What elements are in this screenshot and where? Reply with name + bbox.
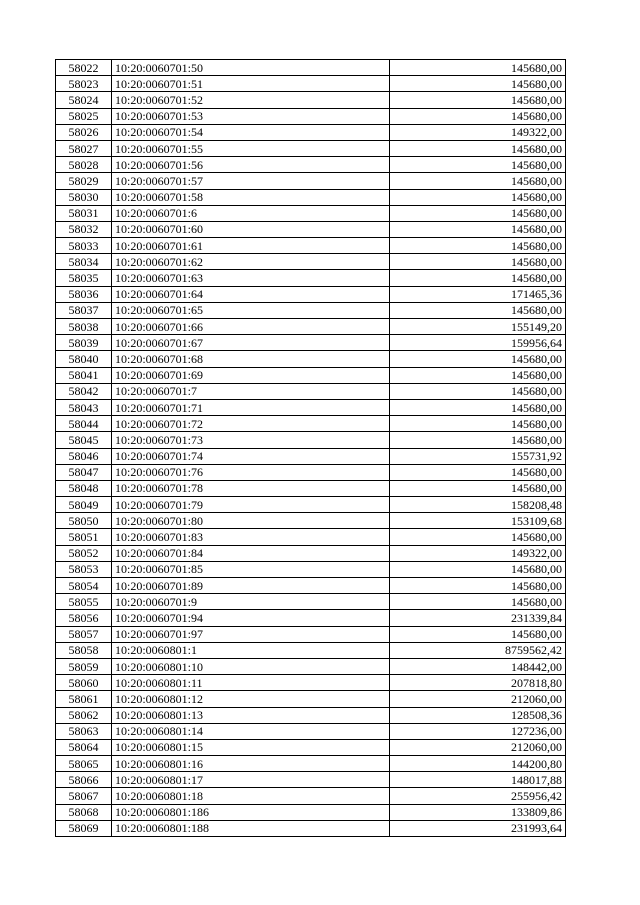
row-id-cell: 58025 <box>56 108 112 124</box>
row-id-cell: 58052 <box>56 545 112 561</box>
row-id-cell: 58026 <box>56 124 112 140</box>
value-cell: 148017,88 <box>390 772 566 788</box>
row-id-cell: 58046 <box>56 448 112 464</box>
value-cell: 133809,86 <box>390 804 566 820</box>
row-id-cell: 58032 <box>56 221 112 237</box>
table-row <box>56 221 566 237</box>
value-cell: 153109,68 <box>390 513 566 529</box>
table-row <box>56 432 566 448</box>
cadastral-number-cell: 10:20:0060801:11 <box>112 675 390 691</box>
table-row <box>56 642 566 658</box>
row-id-cell: 58055 <box>56 594 112 610</box>
row-id-cell: 58051 <box>56 529 112 545</box>
cadastral-number-cell: 10:20:0060801:17 <box>112 772 390 788</box>
value-cell: 145680,00 <box>390 221 566 237</box>
row-id-cell: 58041 <box>56 367 112 383</box>
cadastral-number-cell: 10:20:0060701:71 <box>112 399 390 415</box>
value-cell: 145680,00 <box>390 529 566 545</box>
cadastral-number-cell: 10:20:0060701:97 <box>112 626 390 642</box>
value-cell: 145680,00 <box>390 108 566 124</box>
cadastral-number-cell: 10:20:0060701:64 <box>112 286 390 302</box>
row-id-cell: 58024 <box>56 92 112 108</box>
value-cell: 212060,00 <box>390 739 566 755</box>
table-row <box>56 820 566 836</box>
table-row <box>56 772 566 788</box>
table-row <box>56 691 566 707</box>
table-row <box>56 529 566 545</box>
table-row <box>56 189 566 205</box>
value-cell: 145680,00 <box>390 480 566 496</box>
cadastral-number-cell: 10:20:0060701:76 <box>112 464 390 480</box>
cadastral-number-cell: 10:20:0060701:62 <box>112 254 390 270</box>
row-id-cell: 58038 <box>56 319 112 335</box>
table-row <box>56 238 566 254</box>
row-id-cell: 58066 <box>56 772 112 788</box>
cadastral-number-cell: 10:20:0060701:54 <box>112 124 390 140</box>
value-cell: 145680,00 <box>390 254 566 270</box>
cadastral-number-cell: 10:20:0060701:69 <box>112 367 390 383</box>
cadastral-number-cell: 10:20:0060801:13 <box>112 707 390 723</box>
table-body <box>56 60 566 837</box>
cadastral-number-cell: 10:20:0060701:61 <box>112 238 390 254</box>
table-row <box>56 173 566 189</box>
row-id-cell: 58035 <box>56 270 112 286</box>
value-cell: 128508,36 <box>390 707 566 723</box>
cadastral-number-cell: 10:20:0060701:67 <box>112 335 390 351</box>
value-cell: 145680,00 <box>390 173 566 189</box>
row-id-cell: 58040 <box>56 351 112 367</box>
cadastral-value-table <box>55 59 566 837</box>
row-id-cell: 58039 <box>56 335 112 351</box>
cadastral-number-cell: 10:20:0060701:83 <box>112 529 390 545</box>
cadastral-number-cell: 10:20:0060701:60 <box>112 221 390 237</box>
row-id-cell: 58059 <box>56 658 112 674</box>
cadastral-number-cell: 10:20:0060701:66 <box>112 319 390 335</box>
table-row <box>56 513 566 529</box>
table-row <box>56 335 566 351</box>
row-id-cell: 58023 <box>56 76 112 92</box>
cadastral-number-cell: 10:20:0060801:186 <box>112 804 390 820</box>
value-cell: 145680,00 <box>390 351 566 367</box>
cadastral-number-cell: 10:20:0060801:12 <box>112 691 390 707</box>
value-cell: 145680,00 <box>390 432 566 448</box>
cadastral-number-cell: 10:20:0060701:55 <box>112 140 390 156</box>
row-id-cell: 58047 <box>56 464 112 480</box>
row-id-cell: 58053 <box>56 561 112 577</box>
table-row <box>56 76 566 92</box>
row-id-cell: 58028 <box>56 157 112 173</box>
row-id-cell: 58056 <box>56 610 112 626</box>
table-row <box>56 804 566 820</box>
value-cell: 145680,00 <box>390 92 566 108</box>
table-row <box>56 788 566 804</box>
value-cell: 155731,92 <box>390 448 566 464</box>
cadastral-number-cell: 10:20:0060701:7 <box>112 383 390 399</box>
cadastral-number-cell: 10:20:0060701:63 <box>112 270 390 286</box>
table-row <box>56 140 566 156</box>
table-row <box>56 707 566 723</box>
table-row <box>56 92 566 108</box>
cadastral-number-cell: 10:20:0060701:84 <box>112 545 390 561</box>
row-id-cell: 58034 <box>56 254 112 270</box>
table-row <box>56 108 566 124</box>
row-id-cell: 58054 <box>56 578 112 594</box>
cadastral-number-cell: 10:20:0060701:72 <box>112 416 390 432</box>
row-id-cell: 58063 <box>56 723 112 739</box>
cadastral-number-cell: 10:20:0060701:51 <box>112 76 390 92</box>
cadastral-number-cell: 10:20:0060701:65 <box>112 302 390 318</box>
cadastral-number-cell: 10:20:0060801:10 <box>112 658 390 674</box>
table-row <box>56 60 566 76</box>
value-cell: 145680,00 <box>390 140 566 156</box>
cadastral-number-cell: 10:20:0060801:14 <box>112 723 390 739</box>
row-id-cell: 58060 <box>56 675 112 691</box>
table-row <box>56 626 566 642</box>
value-cell: 145680,00 <box>390 383 566 399</box>
row-id-cell: 58042 <box>56 383 112 399</box>
row-id-cell: 58064 <box>56 739 112 755</box>
cadastral-number-cell: 10:20:0060701:9 <box>112 594 390 610</box>
value-cell: 145680,00 <box>390 76 566 92</box>
row-id-cell: 58050 <box>56 513 112 529</box>
row-id-cell: 58061 <box>56 691 112 707</box>
row-id-cell: 58036 <box>56 286 112 302</box>
value-cell: 145680,00 <box>390 594 566 610</box>
table-row <box>56 594 566 610</box>
value-cell: 159956,64 <box>390 335 566 351</box>
cadastral-number-cell: 10:20:0060701:78 <box>112 480 390 496</box>
row-id-cell: 58049 <box>56 497 112 513</box>
row-id-cell: 58062 <box>56 707 112 723</box>
value-cell: 145680,00 <box>390 367 566 383</box>
cadastral-number-cell: 10:20:0060701:80 <box>112 513 390 529</box>
table-row <box>56 367 566 383</box>
row-id-cell: 58045 <box>56 432 112 448</box>
value-cell: 145680,00 <box>390 205 566 221</box>
value-cell: 231339,84 <box>390 610 566 626</box>
table-row <box>56 578 566 594</box>
value-cell: 171465,36 <box>390 286 566 302</box>
cadastral-number-cell: 10:20:0060701:74 <box>112 448 390 464</box>
value-cell: 145680,00 <box>390 464 566 480</box>
value-cell: 145680,00 <box>390 416 566 432</box>
table-row <box>56 464 566 480</box>
value-cell: 145680,00 <box>390 578 566 594</box>
table-row <box>56 497 566 513</box>
table-row <box>56 399 566 415</box>
row-id-cell: 58022 <box>56 60 112 76</box>
cadastral-number-cell: 10:20:0060801:188 <box>112 820 390 836</box>
cadastral-number-cell: 10:20:0060701:53 <box>112 108 390 124</box>
value-cell: 212060,00 <box>390 691 566 707</box>
table-row <box>56 756 566 772</box>
value-cell: 155149,20 <box>390 319 566 335</box>
value-cell: 8759562,42 <box>390 642 566 658</box>
row-id-cell: 58068 <box>56 804 112 820</box>
value-cell: 145680,00 <box>390 302 566 318</box>
cadastral-number-cell: 10:20:0060701:56 <box>112 157 390 173</box>
row-id-cell: 58027 <box>56 140 112 156</box>
value-cell: 145680,00 <box>390 270 566 286</box>
value-cell: 145680,00 <box>390 399 566 415</box>
row-id-cell: 58048 <box>56 480 112 496</box>
value-cell: 231993,64 <box>390 820 566 836</box>
row-id-cell: 58057 <box>56 626 112 642</box>
cadastral-number-cell: 10:20:0060801:1 <box>112 642 390 658</box>
row-id-cell: 58067 <box>56 788 112 804</box>
table-row <box>56 658 566 674</box>
value-cell: 149322,00 <box>390 124 566 140</box>
value-cell: 127236,00 <box>390 723 566 739</box>
row-id-cell: 58031 <box>56 205 112 221</box>
value-cell: 145680,00 <box>390 561 566 577</box>
cadastral-number-cell: 10:20:0060701:79 <box>112 497 390 513</box>
value-cell: 145680,00 <box>390 626 566 642</box>
table-row <box>56 610 566 626</box>
value-cell: 148442,00 <box>390 658 566 674</box>
value-cell: 145680,00 <box>390 157 566 173</box>
cadastral-number-cell: 10:20:0060701:94 <box>112 610 390 626</box>
row-id-cell: 58065 <box>56 756 112 772</box>
row-id-cell: 58058 <box>56 642 112 658</box>
value-cell: 149322,00 <box>390 545 566 561</box>
cadastral-number-cell: 10:20:0060701:68 <box>112 351 390 367</box>
value-cell: 255956,42 <box>390 788 566 804</box>
table-row <box>56 302 566 318</box>
cadastral-number-cell: 10:20:0060801:16 <box>112 756 390 772</box>
table-row <box>56 545 566 561</box>
cadastral-number-cell: 10:20:0060701:50 <box>112 60 390 76</box>
table-row <box>56 675 566 691</box>
table-row <box>56 286 566 302</box>
row-id-cell: 58043 <box>56 399 112 415</box>
row-id-cell: 58044 <box>56 416 112 432</box>
table-row <box>56 157 566 173</box>
table-row <box>56 561 566 577</box>
table-row <box>56 254 566 270</box>
table-row <box>56 351 566 367</box>
table-row <box>56 270 566 286</box>
cadastral-number-cell: 10:20:0060701:89 <box>112 578 390 594</box>
table-row <box>56 319 566 335</box>
value-cell: 145680,00 <box>390 189 566 205</box>
cadastral-number-cell: 10:20:0060701:85 <box>112 561 390 577</box>
table-row <box>56 448 566 464</box>
value-cell: 158208,48 <box>390 497 566 513</box>
row-id-cell: 58029 <box>56 173 112 189</box>
table-row <box>56 739 566 755</box>
table-row <box>56 124 566 140</box>
cadastral-number-cell: 10:20:0060701:52 <box>112 92 390 108</box>
table-row <box>56 723 566 739</box>
value-cell: 144200,80 <box>390 756 566 772</box>
cadastral-number-cell: 10:20:0060701:73 <box>112 432 390 448</box>
cadastral-number-cell: 10:20:0060701:57 <box>112 173 390 189</box>
table-row <box>56 383 566 399</box>
table-row <box>56 205 566 221</box>
cadastral-number-cell: 10:20:0060701:6 <box>112 205 390 221</box>
table-row <box>56 480 566 496</box>
row-id-cell: 58030 <box>56 189 112 205</box>
value-cell: 145680,00 <box>390 60 566 76</box>
cadastral-number-cell: 10:20:0060801:15 <box>112 739 390 755</box>
cadastral-number-cell: 10:20:0060801:18 <box>112 788 390 804</box>
row-id-cell: 58069 <box>56 820 112 836</box>
row-id-cell: 58033 <box>56 238 112 254</box>
cadastral-number-cell: 10:20:0060701:58 <box>112 189 390 205</box>
value-cell: 207818,80 <box>390 675 566 691</box>
table-row <box>56 416 566 432</box>
value-cell: 145680,00 <box>390 238 566 254</box>
row-id-cell: 58037 <box>56 302 112 318</box>
